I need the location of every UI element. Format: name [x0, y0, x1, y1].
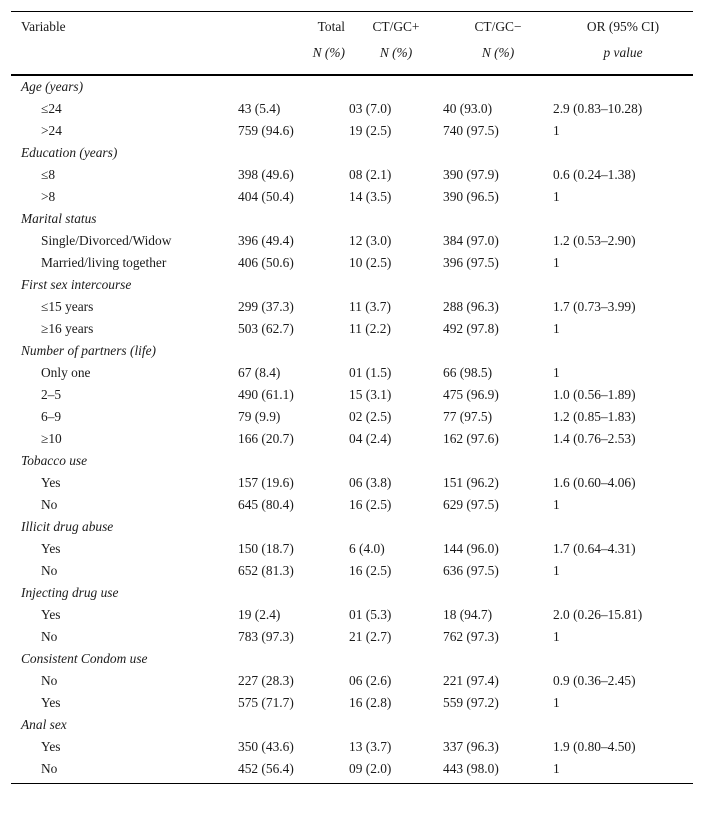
total-cell: 150 (18.7) — [238, 541, 294, 556]
variable-cell: ≤15 years — [41, 299, 94, 314]
section-title: Marital status — [21, 211, 97, 226]
odds-ratio-cell: 2.0 (0.26–15.81) — [553, 607, 643, 622]
ctgc-positive-cell: 10 (2.5) — [349, 255, 392, 270]
ctgc-negative-cell: 740 (97.5) — [443, 123, 499, 138]
section-title: Consistent Condom use — [21, 651, 148, 666]
ctgc-positive-cell: 14 (3.5) — [349, 189, 392, 204]
odds-ratio-cell: 1.7 (0.64–4.31) — [553, 541, 636, 556]
section-title: Tobacco use — [21, 453, 88, 468]
variable-cell: ≤24 — [41, 101, 62, 116]
odds-ratio-cell: 1 — [553, 695, 560, 710]
ctgc-negative-cell: 77 (97.5) — [443, 409, 493, 424]
section-row — [11, 648, 693, 670]
table-row — [11, 120, 693, 142]
ctgc-negative-cell: 390 (96.5) — [443, 189, 499, 204]
section-row — [11, 142, 693, 164]
header-ctgc-positive-sub: N (%) — [349, 44, 443, 75]
odds-ratio-cell: 2.9 (0.83–10.28) — [553, 101, 643, 116]
table-row — [11, 472, 693, 494]
total-cell: 43 (5.4) — [238, 101, 281, 116]
ctgc-positive-cell: 04 (2.4) — [349, 431, 392, 446]
variable-cell: 2–5 — [41, 387, 62, 402]
table-row — [11, 186, 693, 208]
header-total: Total — [238, 12, 349, 45]
total-cell: 783 (97.3) — [238, 629, 294, 644]
total-cell: 67 (8.4) — [238, 365, 281, 380]
total-cell: 503 (62.7) — [238, 321, 294, 336]
section-row — [11, 75, 693, 98]
table-row — [11, 758, 693, 784]
ctgc-negative-cell: 396 (97.5) — [443, 255, 499, 270]
table-row — [11, 626, 693, 648]
total-cell: 350 (43.6) — [238, 739, 294, 754]
ctgc-positive-cell: 6 (4.0) — [349, 541, 385, 556]
ctgc-negative-cell: 443 (98.0) — [443, 758, 553, 784]
total-cell: 575 (71.7) — [238, 695, 294, 710]
odds-ratio-cell: 0.6 (0.24–1.38) — [553, 167, 636, 182]
ctgc-positive-cell: 19 (2.5) — [349, 123, 392, 138]
total-cell: 645 (80.4) — [238, 497, 294, 512]
ctgc-negative-cell: 18 (94.7) — [443, 607, 493, 622]
odds-ratio-cell: 1 — [553, 189, 560, 204]
header-variable-sub — [11, 44, 238, 75]
ctgc-positive-cell: 03 (7.0) — [349, 101, 392, 116]
table-body — [11, 75, 693, 784]
header-ctgc-positive: CT/GC+ — [349, 12, 443, 45]
ctgc-negative-cell: 151 (96.2) — [443, 475, 499, 490]
ctgc-negative-cell: 144 (96.0) — [443, 541, 499, 556]
section-title: Injecting drug use — [21, 585, 119, 600]
total-cell: 759 (94.6) — [238, 123, 294, 138]
odds-ratio-cell: 1.2 (0.53–2.90) — [553, 233, 636, 248]
section-row — [11, 340, 693, 362]
section-title: Age (years) — [21, 79, 84, 94]
section-row — [11, 274, 693, 296]
ctgc-positive-cell: 01 (1.5) — [349, 365, 392, 380]
variable-cell: Single/Divorced/Widow — [41, 233, 172, 248]
total-cell: 490 (61.1) — [238, 387, 294, 402]
odds-ratio-cell: 1 — [553, 629, 560, 644]
table-header — [11, 12, 693, 76]
table-row — [11, 560, 693, 582]
total-cell: 452 (56.4) — [238, 758, 349, 784]
ctgc-negative-cell: 492 (97.8) — [443, 321, 499, 336]
ctgc-negative-cell: 762 (97.3) — [443, 629, 499, 644]
ctgc-negative-cell: 66 (98.5) — [443, 365, 493, 380]
total-cell: 19 (2.4) — [238, 607, 281, 622]
variable-cell: Yes — [41, 607, 61, 622]
odds-ratio-cell: 1.6 (0.60–4.06) — [553, 475, 636, 490]
ctgc-positive-cell: 11 (2.2) — [349, 321, 391, 336]
odds-ratio-cell: 1.7 (0.73–3.99) — [553, 299, 636, 314]
results-table — [11, 11, 693, 784]
odds-ratio-cell: 1 — [553, 365, 560, 380]
variable-cell: ≤8 — [41, 167, 56, 182]
odds-ratio-cell: 1 — [553, 321, 560, 336]
section-title: Number of partners (life) — [21, 343, 157, 358]
header-row-labels — [11, 12, 693, 45]
section-title: Anal sex — [21, 717, 67, 732]
variable-cell: No — [41, 497, 58, 512]
odds-ratio-cell: 1.2 (0.85–1.83) — [553, 409, 636, 424]
table-row — [11, 736, 693, 758]
odds-ratio-cell: 1.0 (0.56–1.89) — [553, 387, 636, 402]
section-title: First sex intercourse — [21, 277, 132, 292]
table-row — [11, 362, 693, 384]
odds-ratio-cell: 1 — [553, 758, 693, 784]
total-cell: 398 (49.6) — [238, 167, 294, 182]
ctgc-negative-cell: 636 (97.5) — [443, 563, 499, 578]
odds-ratio-cell: 1 — [553, 563, 560, 578]
odds-ratio-cell: 1.4 (0.76–2.53) — [553, 431, 636, 446]
section-row — [11, 582, 693, 604]
variable-cell: >24 — [41, 123, 62, 138]
variable-cell: No — [41, 563, 58, 578]
ctgc-positive-cell: 13 (3.7) — [349, 739, 392, 754]
section-row — [11, 450, 693, 472]
variable-cell: Married/living together — [41, 255, 167, 270]
ctgc-positive-cell: 08 (2.1) — [349, 167, 392, 182]
header-variable: Variable — [11, 12, 238, 45]
section-row — [11, 714, 693, 736]
table-row — [11, 670, 693, 692]
table-row — [11, 230, 693, 252]
odds-ratio-cell: 1 — [553, 123, 560, 138]
ctgc-positive-cell: 21 (2.7) — [349, 629, 392, 644]
table-row — [11, 252, 693, 274]
odds-ratio-cell: 1.9 (0.80–4.50) — [553, 739, 636, 754]
ctgc-negative-cell: 629 (97.5) — [443, 497, 499, 512]
table-row — [11, 428, 693, 450]
table-row — [11, 406, 693, 428]
variable-cell: Yes — [41, 541, 61, 556]
variable-cell: Only one — [41, 365, 91, 380]
header-total-sub: N (%) — [238, 44, 349, 75]
variable-cell: No — [41, 629, 58, 644]
total-cell: 157 (19.6) — [238, 475, 294, 490]
ctgc-positive-cell: 11 (3.7) — [349, 299, 391, 314]
table-row — [11, 318, 693, 340]
table-row — [11, 296, 693, 318]
table-row — [11, 604, 693, 626]
variable-cell: 6–9 — [41, 409, 62, 424]
ctgc-positive-cell: 06 (3.8) — [349, 475, 392, 490]
header-ctgc-negative: CT/GC− — [443, 12, 553, 45]
table-row — [11, 494, 693, 516]
ctgc-positive-cell: 09 (2.0) — [349, 758, 443, 784]
variable-cell: >8 — [41, 189, 56, 204]
ctgc-negative-cell: 40 (93.0) — [443, 101, 493, 116]
ctgc-negative-cell: 221 (97.4) — [443, 673, 499, 688]
ctgc-negative-cell: 288 (96.3) — [443, 299, 499, 314]
ctgc-positive-cell: 16 (2.5) — [349, 563, 392, 578]
total-cell: 406 (50.6) — [238, 255, 294, 270]
ctgc-negative-cell: 384 (97.0) — [443, 233, 499, 248]
header-odds-ratio-sub: p value — [553, 44, 693, 75]
table-row — [11, 692, 693, 714]
odds-ratio-cell: 1 — [553, 497, 560, 512]
ctgc-positive-cell: 01 (5.3) — [349, 607, 392, 622]
ctgc-positive-cell: 12 (3.0) — [349, 233, 392, 248]
ctgc-negative-cell: 559 (97.2) — [443, 695, 499, 710]
total-cell: 166 (20.7) — [238, 431, 294, 446]
table-row — [11, 98, 693, 120]
ctgc-negative-cell: 337 (96.3) — [443, 739, 499, 754]
header-ctgc-negative-sub: N (%) — [443, 44, 553, 75]
ctgc-negative-cell: 162 (97.6) — [443, 431, 499, 446]
ctgc-negative-cell: 390 (97.9) — [443, 167, 499, 182]
ctgc-positive-cell: 16 (2.8) — [349, 695, 392, 710]
ctgc-positive-cell: 06 (2.6) — [349, 673, 392, 688]
odds-ratio-cell: 1 — [553, 255, 560, 270]
ctgc-positive-cell: 16 (2.5) — [349, 497, 392, 512]
table-row — [11, 538, 693, 560]
table-row — [11, 164, 693, 186]
total-cell: 299 (37.3) — [238, 299, 294, 314]
section-row — [11, 208, 693, 230]
odds-ratio-cell: 0.9 (0.36–2.45) — [553, 673, 636, 688]
header-odds-ratio: OR (95% CI) — [553, 12, 693, 45]
variable-cell: No — [11, 758, 238, 784]
variable-cell: Yes — [41, 475, 61, 490]
total-cell: 227 (28.3) — [238, 673, 294, 688]
variable-cell: ≥10 — [41, 431, 62, 446]
header-row-units — [11, 44, 693, 75]
section-title: Illicit drug abuse — [21, 519, 114, 534]
variable-cell: Yes — [41, 695, 61, 710]
total-cell: 652 (81.3) — [238, 563, 294, 578]
total-cell: 79 (9.9) — [238, 409, 281, 424]
variable-cell: ≥16 years — [41, 321, 94, 336]
ctgc-positive-cell: 15 (3.1) — [349, 387, 392, 402]
total-cell: 396 (49.4) — [238, 233, 294, 248]
ctgc-positive-cell: 02 (2.5) — [349, 409, 392, 424]
variable-cell: No — [41, 673, 58, 688]
total-cell: 404 (50.4) — [238, 189, 294, 204]
section-title: Education (years) — [21, 145, 118, 160]
section-row — [11, 516, 693, 538]
variable-cell: Yes — [41, 739, 61, 754]
ctgc-negative-cell: 475 (96.9) — [443, 387, 499, 402]
table-row — [11, 384, 693, 406]
